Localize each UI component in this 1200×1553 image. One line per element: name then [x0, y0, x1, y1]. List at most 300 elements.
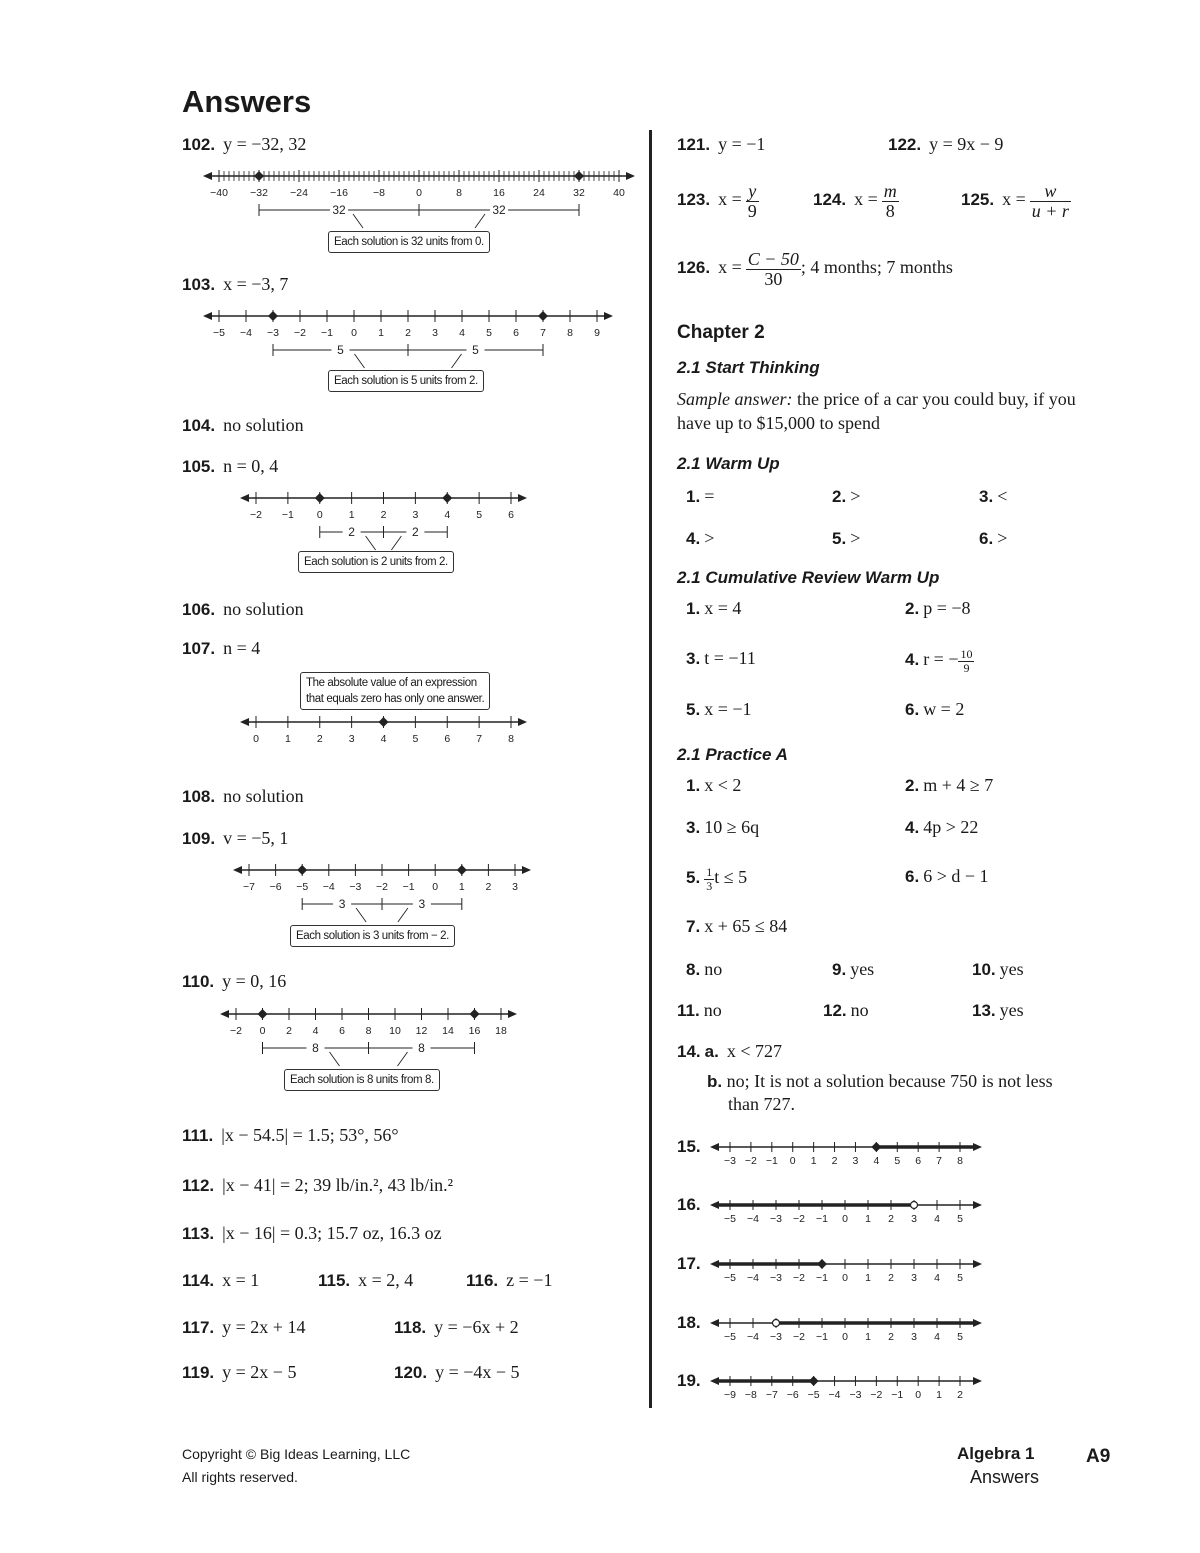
answer-number: 121.	[677, 135, 711, 154]
item-number: 2.	[905, 776, 920, 795]
answer-number: 107.	[182, 639, 216, 658]
tick-label: 10	[389, 1025, 401, 1037]
item-number: 5.	[832, 529, 847, 548]
tick-label: 4	[380, 733, 387, 745]
item-answer: 4p > 22	[923, 817, 979, 837]
tick-label: −6	[786, 1389, 799, 1401]
numerator: 10	[960, 647, 973, 661]
tick-label: 0	[253, 733, 259, 745]
answer-104	[182, 415, 304, 436]
distance-label: 3	[338, 897, 346, 911]
tick-label: 2	[831, 1155, 838, 1167]
cumulative-review-heading: 2.1 Cumulative Review Warm Up	[677, 568, 940, 587]
warm-up-item	[979, 486, 1007, 507]
distance-label: 2	[412, 525, 419, 539]
right-arrow-icon	[973, 1377, 982, 1385]
tick-label: −3	[724, 1155, 736, 1167]
tick-label: 2	[888, 1213, 894, 1225]
answer-107	[182, 638, 260, 659]
item-number: 12.	[823, 1001, 847, 1020]
tick-label: 0	[842, 1331, 848, 1343]
practice-item	[686, 775, 741, 796]
answer-number: 109.	[182, 829, 216, 848]
numerator: m	[883, 181, 897, 201]
open-point	[773, 1320, 780, 1327]
item-answer: m + 4 ≥ 7	[923, 775, 994, 795]
answer-text: y = 0, 16	[222, 971, 287, 991]
answer-number: 104.	[182, 416, 216, 435]
callout-103: Each solution is 5 units from 2.	[328, 370, 484, 392]
graph-item-number: 15.	[677, 1137, 701, 1156]
callout-pointer	[391, 536, 401, 550]
solution-point	[268, 311, 278, 321]
item-number: 6.	[905, 867, 920, 886]
practice-item	[832, 959, 874, 980]
tick-label: −6	[269, 881, 282, 893]
tick-label: −7	[243, 881, 255, 893]
answer-text: y = −4x − 5	[435, 1362, 520, 1382]
practice-item	[905, 817, 978, 838]
answer-text: no solution	[223, 415, 304, 435]
tick-label: −16	[330, 187, 348, 199]
tick-label: −5	[724, 1272, 736, 1284]
cumulative-item	[686, 699, 752, 720]
answer-number: 105.	[182, 457, 216, 476]
answer-lhs: x =	[854, 189, 878, 210]
graph-item-number: 19.	[677, 1371, 701, 1390]
answer-number: 110.	[182, 972, 215, 991]
answer-115	[318, 1270, 413, 1291]
denominator: 8	[885, 200, 895, 221]
left-arrow-icon	[710, 1319, 719, 1327]
answer-number: 117.	[182, 1318, 215, 1337]
solution-point	[442, 493, 452, 503]
tick-label: −1	[816, 1331, 828, 1343]
chapter-heading: Chapter 2	[677, 322, 765, 343]
tick-label: 32	[573, 187, 585, 199]
tick-label: −1	[816, 1272, 828, 1284]
tick-label: 5	[476, 509, 483, 521]
warm-up-heading: 2.1 Warm Up	[677, 454, 780, 473]
tick-label: 0	[432, 881, 439, 893]
solution-point	[470, 1009, 480, 1019]
answer-text: n = 4	[223, 638, 261, 658]
numerator: C − 50	[747, 249, 799, 269]
tick-label: −4	[240, 327, 252, 339]
tick-label: 5	[957, 1272, 963, 1284]
item-answer: yes	[999, 959, 1024, 979]
callout-pointer	[356, 908, 366, 922]
tick-label: −2	[870, 1389, 883, 1401]
tick-label: 4	[934, 1331, 940, 1343]
answer-lhs: x =	[718, 257, 742, 278]
answer-number: 108.	[182, 787, 216, 806]
item-number: 6.	[979, 529, 994, 548]
distance-label: 3	[418, 897, 426, 911]
tick-label: −5	[724, 1213, 736, 1225]
distance-label: 8	[418, 1041, 425, 1055]
tick-label: −3	[770, 1331, 782, 1343]
practice-item	[905, 775, 993, 796]
callout-pointer	[355, 354, 365, 368]
number-line-110	[210, 1004, 530, 1054]
number-line-109	[225, 860, 545, 910]
tick-label: 1	[378, 327, 384, 339]
tick-label: −40	[210, 187, 228, 199]
answer-number: 120.	[394, 1363, 428, 1382]
tick-label: 4	[459, 327, 465, 339]
tick-label: 8	[957, 1155, 963, 1167]
answer-121	[677, 134, 765, 155]
solution-point	[254, 171, 264, 181]
page-title: Answers	[182, 84, 312, 119]
item-number: 3.	[686, 649, 701, 668]
graph-item-number: 18.	[677, 1313, 701, 1332]
item-answer: >	[850, 486, 861, 506]
answer-text: no solution	[223, 599, 304, 619]
tick-label: 2	[405, 327, 411, 339]
inequality-graph	[705, 1138, 995, 1172]
answer-number: 122.	[888, 135, 922, 154]
tick-label: 5	[486, 327, 492, 339]
right-arrow-icon	[626, 172, 635, 180]
tick-label: 40	[613, 187, 625, 199]
answer-text: n = 0, 4	[223, 456, 279, 476]
tick-label: 7	[936, 1155, 943, 1167]
callout-105: Each solution is 2 units from 2.	[298, 551, 454, 573]
item-number: 10.	[972, 960, 996, 979]
answer-text: y = 2x + 14	[222, 1317, 306, 1337]
tick-label: −1	[321, 327, 333, 339]
right-arrow-icon	[522, 866, 531, 874]
solution-point	[258, 1009, 268, 1019]
tick-label: −3	[770, 1272, 782, 1284]
answer-number: 111.	[182, 1126, 214, 1145]
tick-label: 16	[468, 1025, 481, 1037]
tick-label: 0	[915, 1389, 922, 1401]
practice-item	[905, 866, 989, 887]
item-number: 1.	[686, 776, 701, 795]
right-arrow-icon	[508, 1010, 517, 1018]
item-answer: w = 2	[923, 699, 965, 719]
practice-item	[972, 1000, 1024, 1021]
item-number: 4.	[905, 649, 920, 669]
answer-text: z = −1	[506, 1270, 553, 1290]
answer-number: 123.	[677, 190, 711, 210]
item-answer: x + 65 ≤ 84	[704, 916, 788, 936]
answer-text: x = 1	[222, 1270, 260, 1290]
tick-label: 12	[415, 1025, 428, 1037]
answer-113	[182, 1223, 442, 1244]
tick-label: 0	[259, 1025, 266, 1037]
start-thinking-text	[677, 389, 1076, 410]
solution-point	[457, 865, 467, 875]
tick-label: 3	[911, 1272, 917, 1284]
answer-number: 103.	[182, 275, 216, 294]
left-arrow-icon	[710, 1143, 719, 1151]
solution-point	[379, 717, 389, 727]
start-thinking-line-1: the price of a car you could buy, if you	[792, 389, 1076, 409]
tick-label: 3	[911, 1213, 917, 1225]
answer-108	[182, 786, 304, 807]
answer-112	[182, 1175, 453, 1196]
tick-label: 1	[458, 881, 465, 893]
tick-label: −3	[267, 327, 279, 339]
tick-label: −4	[747, 1272, 759, 1284]
item-number: 6.	[905, 700, 920, 719]
answer-number: 114.	[182, 1271, 215, 1290]
callout-line-2: that equals zero has only one answer.	[306, 693, 485, 705]
warm-up-item	[686, 528, 714, 549]
right-arrow-icon	[518, 718, 527, 726]
item-answer: x < 2	[704, 775, 742, 795]
number-line-105	[225, 488, 545, 538]
callout-110: Each solution is 8 units from 8.	[284, 1069, 440, 1091]
tick-label: −2	[793, 1272, 805, 1284]
answer-text: x = 2, 4	[358, 1270, 414, 1290]
item-answer: >	[997, 528, 1008, 548]
tick-label: 4	[934, 1272, 940, 1284]
answer-text: y = −6x + 2	[434, 1317, 519, 1337]
answer-number: 112.	[182, 1176, 215, 1195]
item-number: 1.	[686, 487, 701, 506]
inequality-graph	[705, 1255, 995, 1289]
answer-number: 118.	[394, 1318, 427, 1337]
tick-label: 5	[957, 1213, 963, 1225]
tick-label: 7	[540, 327, 546, 339]
right-arrow-icon	[973, 1260, 982, 1268]
practice-item	[823, 1000, 869, 1021]
answer-110	[182, 971, 286, 992]
tick-label: 2	[380, 509, 387, 521]
solution-point	[809, 1376, 819, 1386]
tick-label: 2	[888, 1331, 894, 1343]
denominator: 9	[963, 660, 970, 675]
tick-label: −2	[230, 1025, 242, 1037]
left-arrow-icon	[233, 866, 242, 874]
tick-label: 3	[432, 327, 438, 339]
tick-label: 9	[594, 327, 600, 339]
answer-124	[813, 182, 899, 221]
item-number: 13.	[972, 1001, 996, 1020]
answer-text: y = 9x − 9	[929, 134, 1004, 154]
tick-label: −5	[213, 327, 225, 339]
right-arrow-icon	[604, 312, 613, 320]
tick-label: 2	[957, 1389, 963, 1401]
answer-number: 116.	[466, 1271, 499, 1290]
item-answer: no	[704, 959, 723, 979]
rights: All rights reserved.	[182, 1469, 298, 1485]
answer-text: x = −3, 7	[223, 274, 289, 294]
callout-107	[300, 672, 490, 710]
answer-number: 119.	[182, 1363, 215, 1382]
tick-label: 1	[284, 733, 291, 745]
answer-114	[182, 1270, 259, 1291]
tick-label: −3	[349, 881, 362, 893]
tick-label: 4	[934, 1213, 940, 1225]
start-thinking-heading: 2.1 Start Thinking	[677, 358, 820, 377]
tick-label: −2	[250, 509, 262, 521]
answer-text: y = 2x − 5	[222, 1362, 297, 1382]
denominator: 30	[764, 268, 783, 289]
item-answer: =	[704, 486, 715, 506]
solution-point	[538, 311, 548, 321]
item-answer: x = 4	[704, 598, 742, 618]
inequality-graph	[705, 1372, 995, 1406]
graph-item-number: 16.	[677, 1195, 701, 1214]
tick-label: 3	[852, 1155, 859, 1167]
practice-item	[686, 916, 787, 937]
tick-label: 2	[888, 1272, 894, 1284]
tick-label: −4	[747, 1213, 759, 1225]
distance-label: 8	[312, 1041, 319, 1055]
answer-lhs: x =	[1002, 189, 1026, 210]
section-name: Answers	[970, 1467, 1040, 1487]
answer-number: 125.	[961, 190, 995, 210]
callout-pointer	[475, 214, 485, 228]
answer-text: y = −32, 32	[223, 134, 307, 154]
callout-pointer	[398, 1052, 408, 1066]
practice-item	[677, 1000, 722, 1021]
column-divider	[649, 130, 652, 1408]
tick-label: −5	[807, 1389, 820, 1401]
open-point	[911, 1202, 918, 1209]
inequality-graph	[705, 1196, 995, 1230]
item-number: 2.	[832, 487, 847, 506]
tick-label: 1	[348, 509, 355, 521]
answer-number: 126.	[677, 258, 711, 278]
inequality-graph	[705, 1314, 995, 1348]
part-label: b.	[707, 1072, 723, 1091]
tick-label: 14	[442, 1025, 454, 1037]
item-number: 5.	[686, 700, 701, 719]
item-answer: >	[704, 528, 715, 548]
distance-label: 32	[332, 203, 346, 217]
left-arrow-icon	[220, 1010, 229, 1018]
tick-label: 4	[444, 509, 451, 521]
item-number: 2.	[905, 599, 920, 618]
tick-label: −4	[828, 1389, 841, 1401]
tick-label: 5	[957, 1331, 963, 1343]
number-line-103	[205, 306, 630, 356]
answer-123	[677, 182, 759, 221]
item-answer: >	[850, 528, 861, 548]
item-answer: t = −11	[704, 648, 756, 668]
numerator: w	[1030, 182, 1071, 202]
sample-answer-label: Sample answer:	[677, 389, 793, 409]
item-answer: t ≤ 5	[714, 866, 748, 887]
graph-item-number: 17.	[677, 1254, 701, 1273]
answer-126	[677, 250, 953, 289]
practice-item	[972, 959, 1024, 980]
tick-label: 16	[493, 187, 505, 199]
callout-pointer	[452, 354, 462, 368]
solution-point	[574, 171, 584, 181]
item-answer: x = −1	[704, 699, 752, 719]
denominator: 9	[747, 200, 757, 221]
item-number: 7.	[686, 917, 701, 936]
answer-text: |x − 16| = 0.3; 15.7 oz, 16.3 oz	[222, 1223, 442, 1243]
tick-label: 0	[842, 1213, 848, 1225]
item-answer: 6 > d − 1	[923, 866, 989, 886]
tick-label: 0	[842, 1272, 848, 1284]
practice-item	[686, 866, 747, 892]
tick-label: −1	[765, 1155, 778, 1167]
answer-number: 113.	[182, 1224, 215, 1243]
tick-label: −7	[765, 1389, 778, 1401]
callout-pointer	[398, 908, 408, 922]
tick-label: −2	[793, 1331, 805, 1343]
part-label: a.	[704, 1042, 719, 1061]
tick-label: 6	[508, 509, 514, 521]
practice-item-14a	[677, 1041, 782, 1062]
tick-label: 2	[316, 733, 323, 745]
item-number: 14.	[677, 1042, 701, 1061]
answer-text: no solution	[223, 786, 304, 806]
tick-label: −9	[724, 1389, 736, 1401]
solution-point	[871, 1142, 881, 1152]
answer-rest: ; 4 months; 7 months	[800, 257, 953, 278]
item-answer: no	[850, 1000, 869, 1020]
tick-label: 8	[456, 187, 462, 199]
cumulative-item	[905, 648, 974, 674]
item-number: 3.	[979, 487, 994, 506]
denominator: u + r	[1031, 200, 1069, 221]
tick-label: −3	[849, 1389, 862, 1401]
tick-label: 5	[412, 733, 419, 745]
tick-label: 1	[865, 1213, 871, 1225]
practice-item	[686, 817, 759, 838]
answer-117	[182, 1317, 305, 1338]
tick-label: 6	[513, 327, 519, 339]
answer-lhs: x =	[718, 189, 742, 210]
cumulative-item	[905, 598, 971, 619]
item-number: 4.	[905, 818, 920, 837]
tick-label: −4	[322, 881, 335, 893]
cumulative-item	[905, 699, 964, 720]
number-line-107	[225, 712, 545, 762]
practice-a-heading: 2.1 Practice A	[677, 745, 788, 764]
callout-109: Each solution is 3 units from − 2.	[290, 925, 455, 947]
tick-label: 5	[894, 1155, 901, 1167]
item-number: 1.	[686, 599, 701, 618]
item-number: 4.	[686, 529, 701, 548]
answer-109	[182, 828, 288, 849]
answer-116	[466, 1270, 552, 1291]
tick-label: −4	[747, 1331, 759, 1343]
distance-label: 5	[472, 343, 479, 357]
tick-label: −5	[724, 1331, 736, 1343]
tick-label: −32	[250, 187, 268, 199]
left-arrow-icon	[203, 312, 212, 320]
answer-103	[182, 274, 288, 295]
cumulative-item	[686, 598, 741, 619]
solution-point	[297, 865, 307, 875]
practice-item	[686, 959, 722, 980]
copyright: Copyright © Big Ideas Learning, LLC	[182, 1446, 411, 1462]
callout-pointer	[330, 1052, 340, 1066]
answer-119	[182, 1362, 296, 1383]
item-number: 9.	[832, 960, 847, 979]
tick-label: −2	[793, 1213, 805, 1225]
warm-up-item	[979, 528, 1007, 549]
tick-label: −1	[816, 1213, 828, 1225]
tick-label: 8	[365, 1025, 372, 1037]
tick-label: 0	[416, 187, 422, 199]
answer-number: 124.	[813, 190, 847, 210]
answer-text: y = −1	[718, 134, 766, 154]
number-line-102	[205, 166, 630, 216]
